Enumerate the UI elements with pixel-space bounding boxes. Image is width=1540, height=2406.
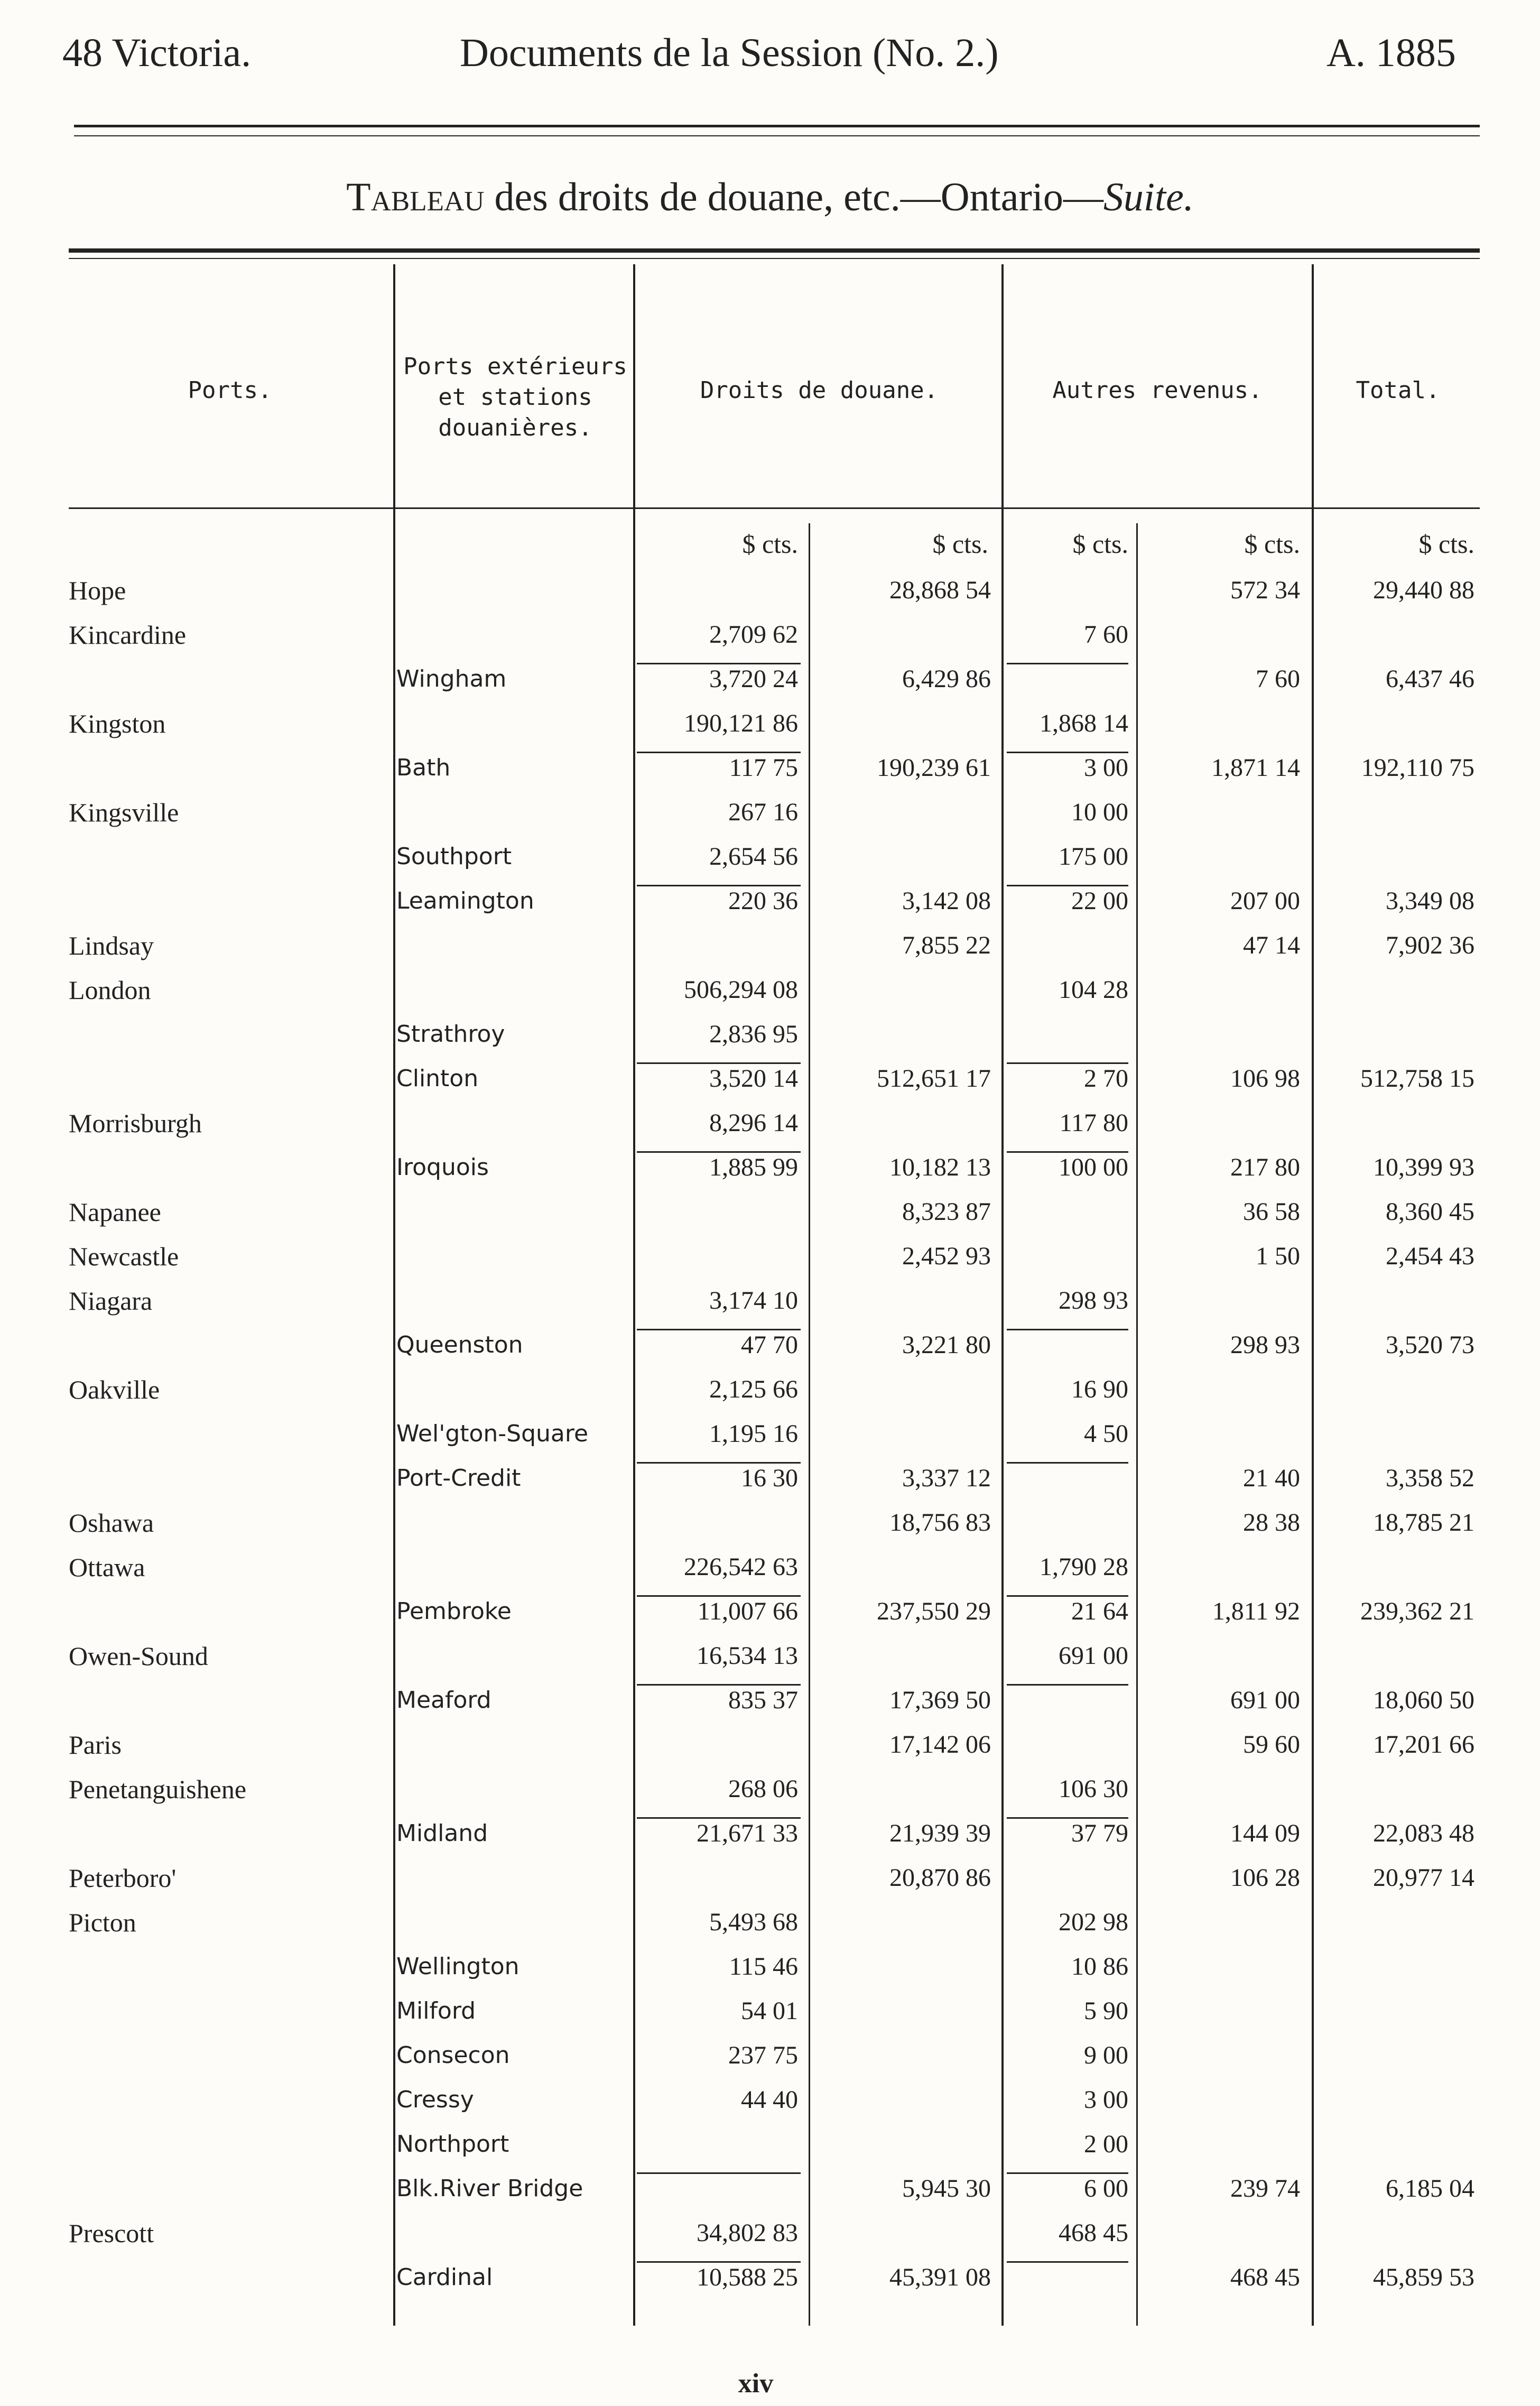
customs-detail: 267 16 — [728, 798, 798, 826]
grand-total: 10,399 93 — [1373, 1153, 1474, 1181]
other-detail: 298 93 — [1059, 1287, 1128, 1315]
other-detail: 1,868 14 — [1040, 709, 1128, 737]
customs-total: 190,239 61 — [877, 754, 991, 782]
other-detail: 21 64 — [1071, 1597, 1128, 1625]
customs-detail: 47 70 — [741, 1331, 798, 1359]
other-detail: 202 98 — [1059, 1908, 1128, 1936]
outer-port-name: Wellington — [396, 1953, 519, 1980]
port-name: Lindsay — [69, 931, 154, 960]
units-total: $ cts. — [1418, 529, 1474, 559]
grand-total: 17,201 66 — [1373, 1731, 1474, 1759]
other-subtotal-rule — [1007, 2261, 1128, 2263]
port-name: Niagara — [69, 1286, 153, 1316]
customs-total: 3,221 80 — [902, 1331, 991, 1359]
customs-total: 28,868 54 — [889, 576, 991, 604]
customs-detail: 11,007 66 — [697, 1597, 798, 1625]
header-document-title: Documents de la Session (No. 2.) — [460, 31, 999, 75]
col-ports-heading: Ports. — [188, 377, 272, 404]
port-name: Kincardine — [69, 620, 187, 650]
other-total: 217 80 — [1230, 1153, 1300, 1181]
customs-detail: 1,195 16 — [709, 1420, 798, 1448]
other-detail: 4 50 — [1084, 1420, 1128, 1448]
outer-port-name: Port-Credit — [396, 1465, 521, 1492]
customs-detail: 5,493 68 — [709, 1908, 798, 1936]
col-divider-3 — [1001, 264, 1004, 2326]
outer-port-name: Bath — [396, 754, 451, 781]
other-detail: 117 80 — [1059, 1109, 1128, 1137]
port-name: Prescott — [69, 2218, 154, 2248]
customs-detail: 506,294 08 — [684, 976, 798, 1004]
port-name: Oshawa — [69, 1508, 154, 1538]
customs-subtotal-rule — [637, 1817, 801, 1819]
outer-port-name: Southport — [396, 843, 512, 870]
other-total: 106 98 — [1230, 1065, 1300, 1093]
other-subtotal-rule — [1007, 1595, 1128, 1597]
units-customs-detail: $ cts. — [742, 529, 798, 559]
customs-detail: 237 75 — [728, 2041, 798, 2069]
customs-detail: 54 01 — [741, 1997, 798, 2025]
outer-port-name: Queenston — [396, 1331, 523, 1358]
other-subtotal-rule — [1007, 1817, 1128, 1819]
grand-total: 3,358 52 — [1386, 1464, 1474, 1492]
outer-port-name: Wel'gton-Square — [396, 1420, 589, 1447]
outer-port-name: Milford — [396, 1997, 476, 2024]
grand-total: 18,060 50 — [1373, 1686, 1474, 1714]
customs-detail: 2,125 66 — [709, 1375, 798, 1403]
port-name: Peterboro' — [69, 1863, 177, 1893]
customs-subtotal-rule — [637, 752, 801, 753]
units-other-total: $ cts. — [1244, 529, 1300, 559]
port-name: Morrisburgh — [69, 1108, 202, 1138]
other-total: 691 00 — [1230, 1686, 1300, 1714]
other-detail: 100 00 — [1059, 1153, 1128, 1181]
table-title — [0, 174, 1540, 220]
title-smallcaps: Tableau — [346, 175, 485, 219]
col-divider-1 — [393, 264, 395, 2326]
other-detail: 104 28 — [1059, 976, 1128, 1004]
other-detail: 6 00 — [1084, 2174, 1128, 2203]
outer-port-name: Consecon — [396, 2042, 510, 2069]
customs-detail: 835 37 — [728, 1686, 798, 1714]
outer-port-name: Northport — [396, 2131, 509, 2158]
col-outer-line3: douanières. — [438, 414, 592, 441]
other-detail: 691 00 — [1059, 1642, 1128, 1670]
other-detail: 10 86 — [1071, 1952, 1128, 1981]
customs-subtotal-rule — [637, 1462, 801, 1464]
port-name: Hope — [69, 576, 126, 605]
outer-port-name: Blk.River Bridge — [396, 2175, 583, 2202]
header-rule-top — [74, 125, 1480, 127]
other-total: 239 74 — [1230, 2174, 1300, 2203]
customs-subtotal-rule — [637, 2172, 801, 2174]
customs-detail: 21,671 33 — [697, 1819, 798, 1847]
units-customs-total: $ cts. — [932, 529, 988, 559]
customs-subtotal-rule — [637, 1684, 801, 1686]
customs-detail: 34,802 83 — [697, 2219, 798, 2247]
other-detail: 106 30 — [1059, 1775, 1128, 1803]
port-name: Ottawa — [69, 1552, 145, 1582]
other-detail: 37 79 — [1071, 1819, 1128, 1847]
other-total: 7 60 — [1256, 665, 1300, 693]
heading-rule-bottom — [69, 507, 1480, 509]
outer-port-name: Meaford — [396, 1687, 491, 1714]
header-rule-bottom — [74, 135, 1480, 136]
outer-port-name: Strathroy — [396, 1021, 505, 1048]
other-subtotal-rule — [1007, 2172, 1128, 2174]
customs-subtotal-rule — [637, 1151, 801, 1153]
port-name: Oakville — [69, 1375, 160, 1404]
col-divider-2 — [633, 264, 635, 2326]
port-name: Kingston — [69, 709, 166, 738]
outer-port-name: Clinton — [396, 1065, 479, 1092]
customs-subtotal-rule — [637, 1062, 801, 1064]
port-name: Penetanguishene — [69, 1774, 247, 1804]
other-detail: 5 90 — [1084, 1997, 1128, 2025]
col-outer-ports-heading — [396, 351, 634, 443]
other-detail: 175 00 — [1059, 843, 1128, 871]
grand-total: 18,785 21 — [1373, 1509, 1474, 1537]
other-detail: 22 00 — [1071, 887, 1128, 915]
customs-total: 512,651 17 — [877, 1065, 991, 1093]
other-subtotal-rule — [1007, 885, 1128, 886]
customs-detail: 1,885 99 — [709, 1153, 798, 1181]
grand-total: 6,185 04 — [1386, 2174, 1474, 2203]
port-name: Paris — [69, 1730, 122, 1760]
port-name: Napanee — [69, 1197, 161, 1227]
customs-detail: 8,296 14 — [709, 1109, 798, 1137]
grand-total: 239,362 21 — [1360, 1597, 1474, 1625]
col-subdivider-customs — [809, 523, 810, 2326]
customs-detail: 3,174 10 — [709, 1287, 798, 1315]
grand-total: 6,437 46 — [1386, 665, 1474, 693]
other-total: 1,811 92 — [1212, 1597, 1300, 1625]
other-subtotal-rule — [1007, 663, 1128, 664]
customs-detail: 3,720 24 — [709, 665, 798, 693]
customs-total: 7,855 22 — [902, 931, 991, 959]
other-detail: 16 90 — [1071, 1375, 1128, 1403]
other-total: 298 93 — [1230, 1331, 1300, 1359]
other-detail: 7 60 — [1084, 621, 1128, 649]
customs-detail: 10,588 25 — [697, 2263, 798, 2291]
customs-total: 45,391 08 — [889, 2263, 991, 2291]
other-total: 468 45 — [1230, 2263, 1300, 2291]
outer-port-name: Pembroke — [396, 1598, 512, 1625]
grand-total: 512,758 15 — [1360, 1065, 1474, 1093]
customs-total: 2,452 93 — [902, 1242, 991, 1270]
other-total: 144 09 — [1230, 1819, 1300, 1847]
header-series: A. 1885 — [1326, 31, 1456, 75]
other-detail: 9 00 — [1084, 2041, 1128, 2069]
customs-total: 18,756 83 — [889, 1509, 991, 1537]
customs-detail: 44 40 — [741, 2086, 798, 2114]
grand-total: 3,520 73 — [1386, 1331, 1474, 1359]
grand-total: 192,110 75 — [1361, 754, 1474, 782]
customs-subtotal-rule — [637, 663, 801, 664]
port-name: Owen-Sound — [69, 1641, 208, 1671]
customs-detail: 16,534 13 — [697, 1642, 798, 1670]
port-name: Newcastle — [69, 1242, 179, 1271]
other-total: 207 00 — [1230, 887, 1300, 915]
customs-total: 3,337 12 — [902, 1464, 991, 1492]
grand-total: 29,440 88 — [1373, 576, 1474, 604]
customs-subtotal-rule — [637, 1329, 801, 1330]
customs-total: 237,550 29 — [877, 1597, 991, 1625]
customs-detail: 16 30 — [741, 1464, 798, 1492]
customs-total: 17,369 50 — [889, 1686, 991, 1714]
title-italic: Suite. — [1103, 175, 1194, 219]
customs-total: 3,142 08 — [902, 887, 991, 915]
other-subtotal-rule — [1007, 752, 1128, 753]
grand-total: 20,977 14 — [1373, 1864, 1474, 1892]
port-name: London — [69, 975, 151, 1005]
col-customs-heading: Droits de douane. — [700, 377, 939, 404]
other-subtotal-rule — [1007, 1151, 1128, 1153]
col-divider-4 — [1312, 264, 1314, 2326]
customs-detail: 226,542 63 — [684, 1553, 798, 1581]
header-session-year: 48 Victoria. — [62, 31, 252, 75]
customs-detail: 2,654 56 — [709, 843, 798, 871]
other-total: 59 60 — [1243, 1731, 1300, 1759]
other-total: 572 34 — [1230, 576, 1300, 604]
col-other-heading: Autres revenus. — [1052, 377, 1263, 404]
customs-detail: 115 46 — [729, 1952, 798, 1981]
table-rule-top — [69, 248, 1480, 253]
other-total: 106 28 — [1230, 1864, 1300, 1892]
other-detail: 468 45 — [1059, 2219, 1128, 2247]
outer-port-name: Wingham — [396, 665, 507, 692]
grand-total: 3,349 08 — [1386, 887, 1474, 915]
outer-port-name: Cardinal — [396, 2264, 493, 2291]
units-other-detail: $ cts. — [1072, 529, 1128, 559]
customs-detail: 220 36 — [728, 887, 798, 915]
customs-total: 5,945 30 — [902, 2174, 991, 2203]
other-detail: 1,790 28 — [1040, 1553, 1128, 1581]
other-total: 28 38 — [1243, 1509, 1300, 1537]
customs-detail: 190,121 86 — [684, 709, 798, 737]
customs-subtotal-rule — [637, 2261, 801, 2263]
other-subtotal-rule — [1007, 1062, 1128, 1064]
other-detail: 3 00 — [1084, 2086, 1128, 2114]
customs-total: 8,323 87 — [902, 1198, 991, 1226]
other-detail: 2 70 — [1084, 1065, 1128, 1093]
other-detail: 10 00 — [1071, 798, 1128, 826]
outer-port-name: Cressy — [396, 2086, 474, 2113]
grand-total: 45,859 53 — [1373, 2263, 1474, 2291]
customs-subtotal-rule — [637, 1595, 801, 1597]
other-detail: 3 00 — [1084, 754, 1128, 782]
col-outer-line2: et stations — [438, 384, 592, 411]
customs-detail: 3,520 14 — [709, 1065, 798, 1093]
other-total: 36 58 — [1243, 1198, 1300, 1226]
title-text: des droits de douane, etc.—Ontario— — [484, 175, 1103, 219]
other-subtotal-rule — [1007, 1462, 1128, 1464]
grand-total: 22,083 48 — [1373, 1819, 1474, 1847]
customs-detail: 2,836 95 — [709, 1020, 798, 1048]
customs-total: 6,429 86 — [902, 665, 991, 693]
other-detail: 2 00 — [1084, 2130, 1128, 2158]
grand-total: 8,360 45 — [1386, 1198, 1474, 1226]
grand-total: 2,454 43 — [1386, 1242, 1474, 1270]
customs-detail: 268 06 — [728, 1775, 798, 1803]
customs-total: 21,939 39 — [889, 1819, 991, 1847]
port-name: Kingsville — [69, 798, 179, 827]
outer-port-name: Leamington — [396, 887, 534, 914]
other-total: 1,871 14 — [1211, 754, 1300, 782]
other-total: 1 50 — [1256, 1242, 1300, 1270]
other-total: 21 40 — [1243, 1464, 1300, 1492]
other-total: 47 14 — [1243, 931, 1300, 959]
customs-detail: 2,709 62 — [709, 621, 798, 649]
table-rule-thin — [69, 258, 1480, 259]
col-subdivider-other — [1136, 523, 1138, 2326]
customs-total: 10,182 13 — [889, 1153, 991, 1181]
col-total-heading: Total. — [1356, 377, 1440, 404]
customs-total: 17,142 06 — [889, 1731, 991, 1759]
outer-port-name: Midland — [396, 1820, 488, 1847]
port-name: Picton — [69, 1908, 136, 1937]
customs-subtotal-rule — [637, 885, 801, 886]
grand-total: 7,902 36 — [1386, 931, 1474, 959]
customs-total: 20,870 86 — [889, 1864, 991, 1892]
customs-detail: 117 75 — [729, 754, 798, 782]
outer-port-name: Iroquois — [396, 1154, 489, 1181]
other-subtotal-rule — [1007, 1684, 1128, 1686]
page-number: xiv — [738, 2368, 774, 2399]
other-subtotal-rule — [1007, 1329, 1128, 1330]
col-outer-line1: Ports extérieurs — [403, 353, 627, 380]
